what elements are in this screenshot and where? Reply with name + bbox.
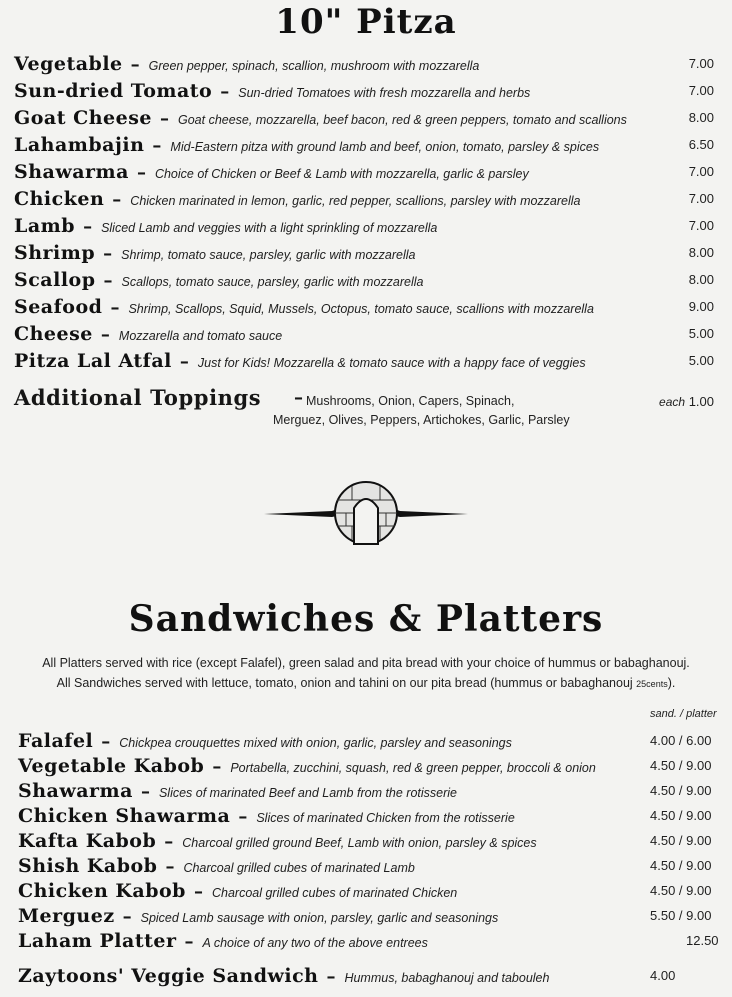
item-price: 5.00 [688, 326, 714, 341]
additional-toppings: Additional Toppings – Mushrooms, Onion, Capers, Spinach, Merguez, Olives, Peppers, Artichokes, Garlic, Parsley each 1.00 [14, 385, 714, 427]
pizza-item: Seafood – Shrimp, Scallops, Squid, Mussels, Octopus, tomato sauce, scallions with mozzarella 9.00 [14, 296, 714, 318]
item-description: Charcoal grilled ground Beef, Lamb with onion, parsley & spices [182, 836, 537, 850]
item-description: Charcoal grilled cubes of marinated Chicken [211, 886, 458, 900]
item-description: Shrimp, Scallops, Squid, Mussels, Octopus, tomato sauce, scallions with mozzarella [128, 302, 594, 316]
item-name: Scallop [14, 269, 96, 291]
pizza-item: Cheese – Mozzarella and tomato sauce 5.00 [14, 323, 714, 345]
item-price: 4.00 / 6.00 [650, 733, 712, 748]
item-description: Chickpea crouquettes mixed with onion, garlic, parsley and seasonings [119, 736, 512, 750]
item-price: 7.00 [688, 56, 714, 71]
item-price: 7.00 [688, 218, 714, 233]
item-name: Chicken Shawarma [18, 805, 231, 827]
item-name: Sun-dried Tomato [14, 80, 213, 102]
pizza-item: Vegetable – Green pepper, spinach, scallion, mushroom with mozzarella 7.00 [14, 53, 714, 75]
sandwich-item: Shawarma – Slices of marinated Beef and Lamb from the rotisserie 4.50 / 9.00 [18, 780, 712, 802]
toppings-list-line2: Merguez, Olives, Peppers, Artichokes, Garlic, Parsley [273, 413, 570, 427]
item-description: A choice of any two of the above entrees [202, 936, 428, 950]
sandwich-item: Chicken Kabob – Charcoal grilled cubes of marinated Chicken 4.50 / 9.00 [18, 880, 712, 902]
item-description: Mid-Eastern pitza with ground lamb and beef, onion, tomato, parsley & spices [170, 140, 600, 154]
toppings-price: each 1.00 [659, 394, 714, 409]
item-description: Goat cheese, mozzarella, beef bacon, red & green peppers, tomato and scallions [178, 113, 627, 127]
item-price: 12.50 [686, 933, 719, 948]
item-name: Lahambajin [14, 134, 145, 156]
item-price: 9.00 [688, 299, 714, 314]
item-price: 5.00 [688, 353, 714, 368]
item-description: Scallops, tomato sauce, parsley, garlic with mozzarella [121, 275, 424, 289]
sandwich-item: Falafel – Chickpea crouquettes mixed with onion, garlic, parsley and seasonings 4.00 / 6.00 [18, 730, 712, 752]
item-price: 4.50 / 9.00 [650, 808, 712, 823]
item-name: Merguez [18, 905, 115, 927]
pizza-item: Scallop – Scallops, tomato sauce, parsley, garlic with mozzarella 8.00 [14, 269, 714, 291]
pizza-item: Shawarma – Choice of Chicken or Beef & Lamb with mozzarella, garlic & parsley 7.00 [14, 161, 714, 183]
pizza-item: Shrimp – Shrimp, tomato sauce, parsley, garlic with mozzarella 8.00 [14, 242, 714, 264]
item-description: Green pepper, spinach, scallion, mushroom with mozzarella [148, 59, 480, 73]
pizza-item: Goat Cheese – Goat cheese, mozzarella, beef bacon, red & green peppers, tomato and scallions 8.00 [14, 107, 714, 129]
sandwich-item: Shish Kabob – Charcoal grilled cubes of marinated Lamb 4.50 / 9.00 [18, 855, 712, 877]
toppings-list-line1: Mushrooms, Onion, Capers, Spinach, [306, 394, 515, 408]
item-description: Chicken marinated in lemon, garlic, red pepper, scallions, parsley with mozzarella [130, 194, 581, 208]
sandwich-item: Kafta Kabob – Charcoal grilled ground Beef, Lamb with onion, parsley & spices 4.50 / 9.00 [18, 830, 712, 852]
item-name: Goat Cheese [14, 107, 152, 129]
item-name: Pitza Lal Atfal [14, 350, 172, 372]
item-description: Slices of marinated Chicken from the rotisserie [256, 811, 515, 825]
item-price: 8.00 [688, 245, 714, 260]
item-price: 4.50 / 9.00 [650, 858, 712, 873]
item-price: 4.00 [650, 968, 676, 983]
item-description: Shrimp, tomato sauce, parsley, garlic with mozzarella [121, 248, 416, 262]
item-price: 7.00 [688, 164, 714, 179]
item-name: Cheese [14, 323, 93, 345]
item-name: Shawarma [18, 780, 133, 802]
item-price: 4.50 / 9.00 [650, 883, 712, 898]
sandwich-item: Zaytoons' Veggie Sandwich – Hummus, babaghanouj and tabouleh 4.00 [18, 965, 676, 987]
item-price: 4.50 / 9.00 [650, 758, 712, 773]
item-description: Slices of marinated Beef and Lamb from the rotisserie [158, 786, 458, 800]
item-description: Just for Kids! Mozzarella & tomato sauce with a happy face of veggies [197, 356, 586, 370]
item-name: Vegetable Kabob [18, 755, 205, 777]
item-name: Zaytoons' Veggie Sandwich [18, 965, 319, 987]
ornament-arch-icon [262, 478, 470, 548]
price-column-header: sand. / platter [650, 708, 717, 720]
pizza-section-title: 10" Pitza [275, 2, 457, 42]
item-description: Sun-dried Tomatoes with fresh mozzarella and herbs [238, 86, 531, 100]
item-description: Spiced Lamb sausage with onion, parsley, garlic and seasonings [140, 911, 499, 925]
item-name: Lamb [14, 215, 76, 237]
item-price: 7.00 [688, 191, 714, 206]
pizza-item: Pitza Lal Atfal – Just for Kids! Mozzarella & tomato sauce with a happy face of veggies 5.00 [14, 350, 714, 372]
item-price: 6.50 [688, 137, 714, 152]
sandwiches-section-title: Sandwiches & Platters [128, 598, 604, 640]
pizza-item: Sun-dried Tomato – Sun-dried Tomatoes with fresh mozzarella and herbs 7.00 [14, 80, 714, 102]
item-description: Hummus, babaghanouj and tabouleh [344, 971, 550, 985]
item-name: Seafood [14, 296, 103, 318]
sandwiches-note: All Sandwiches served with lettuce, tomato, onion and tahini on our pita bread (hummus or babaghanouj 25cents). [56, 676, 676, 690]
toppings-title: Additional Toppings [14, 385, 262, 410]
item-name: Vegetable [14, 53, 123, 75]
pizza-item: Chicken – Chicken marinated in lemon, garlic, red pepper, scallions, parsley with mozzarella 7.00 [14, 188, 714, 210]
item-description: Mozzarella and tomato sauce [118, 329, 283, 343]
sandwich-item: Chicken Shawarma – Slices of marinated Chicken from the rotisserie 4.50 / 9.00 [18, 805, 712, 827]
item-description: Sliced Lamb and veggies with a light sprinkling of mozzarella [101, 221, 438, 235]
sandwich-item: Laham Platter – A choice of any two of the above entrees 12.50 [18, 930, 719, 952]
item-name: Kafta Kabob [18, 830, 157, 852]
sandwich-item: Merguez – Spiced Lamb sausage with onion, parsley, garlic and seasonings 5.50 / 9.00 [18, 905, 712, 927]
item-name: Chicken [14, 188, 105, 210]
item-description: Choice of Chicken or Beef & Lamb with mozzarella, garlic & parsley [154, 167, 529, 181]
item-price: 5.50 / 9.00 [650, 908, 712, 923]
item-name: Shish Kabob [18, 855, 158, 877]
pizza-item: Lamb – Sliced Lamb and veggies with a light sprinkling of mozzarella 7.00 [14, 215, 714, 237]
item-description: Portabella, zucchini, squash, red & green pepper, broccoli & onion [230, 761, 596, 775]
item-name: Laham Platter [18, 930, 177, 952]
item-name: Shrimp [14, 242, 96, 264]
sandwich-item: Vegetable Kabob – Portabella, zucchini, squash, red & green pepper, broccoli & onion 4.50 / 9.00 [18, 755, 712, 777]
platters-note: All Platters served with rice (except Falafel), green salad and pita bread with your choice of hummus or babaghanouj. [42, 656, 690, 670]
item-name: Chicken Kabob [18, 880, 186, 902]
item-name: Falafel [18, 730, 94, 752]
item-name: Shawarma [14, 161, 129, 183]
item-price: 7.00 [688, 83, 714, 98]
item-price: 4.50 / 9.00 [650, 783, 712, 798]
item-price: 8.00 [688, 272, 714, 287]
pizza-item: Lahambajin – Mid-Eastern pitza with ground lamb and beef, onion, tomato, parsley & spices 6.50 [14, 134, 714, 156]
item-price: 4.50 / 9.00 [650, 833, 712, 848]
item-price: 8.00 [688, 110, 714, 125]
item-description: Charcoal grilled cubes of marinated Lamb [183, 861, 415, 875]
